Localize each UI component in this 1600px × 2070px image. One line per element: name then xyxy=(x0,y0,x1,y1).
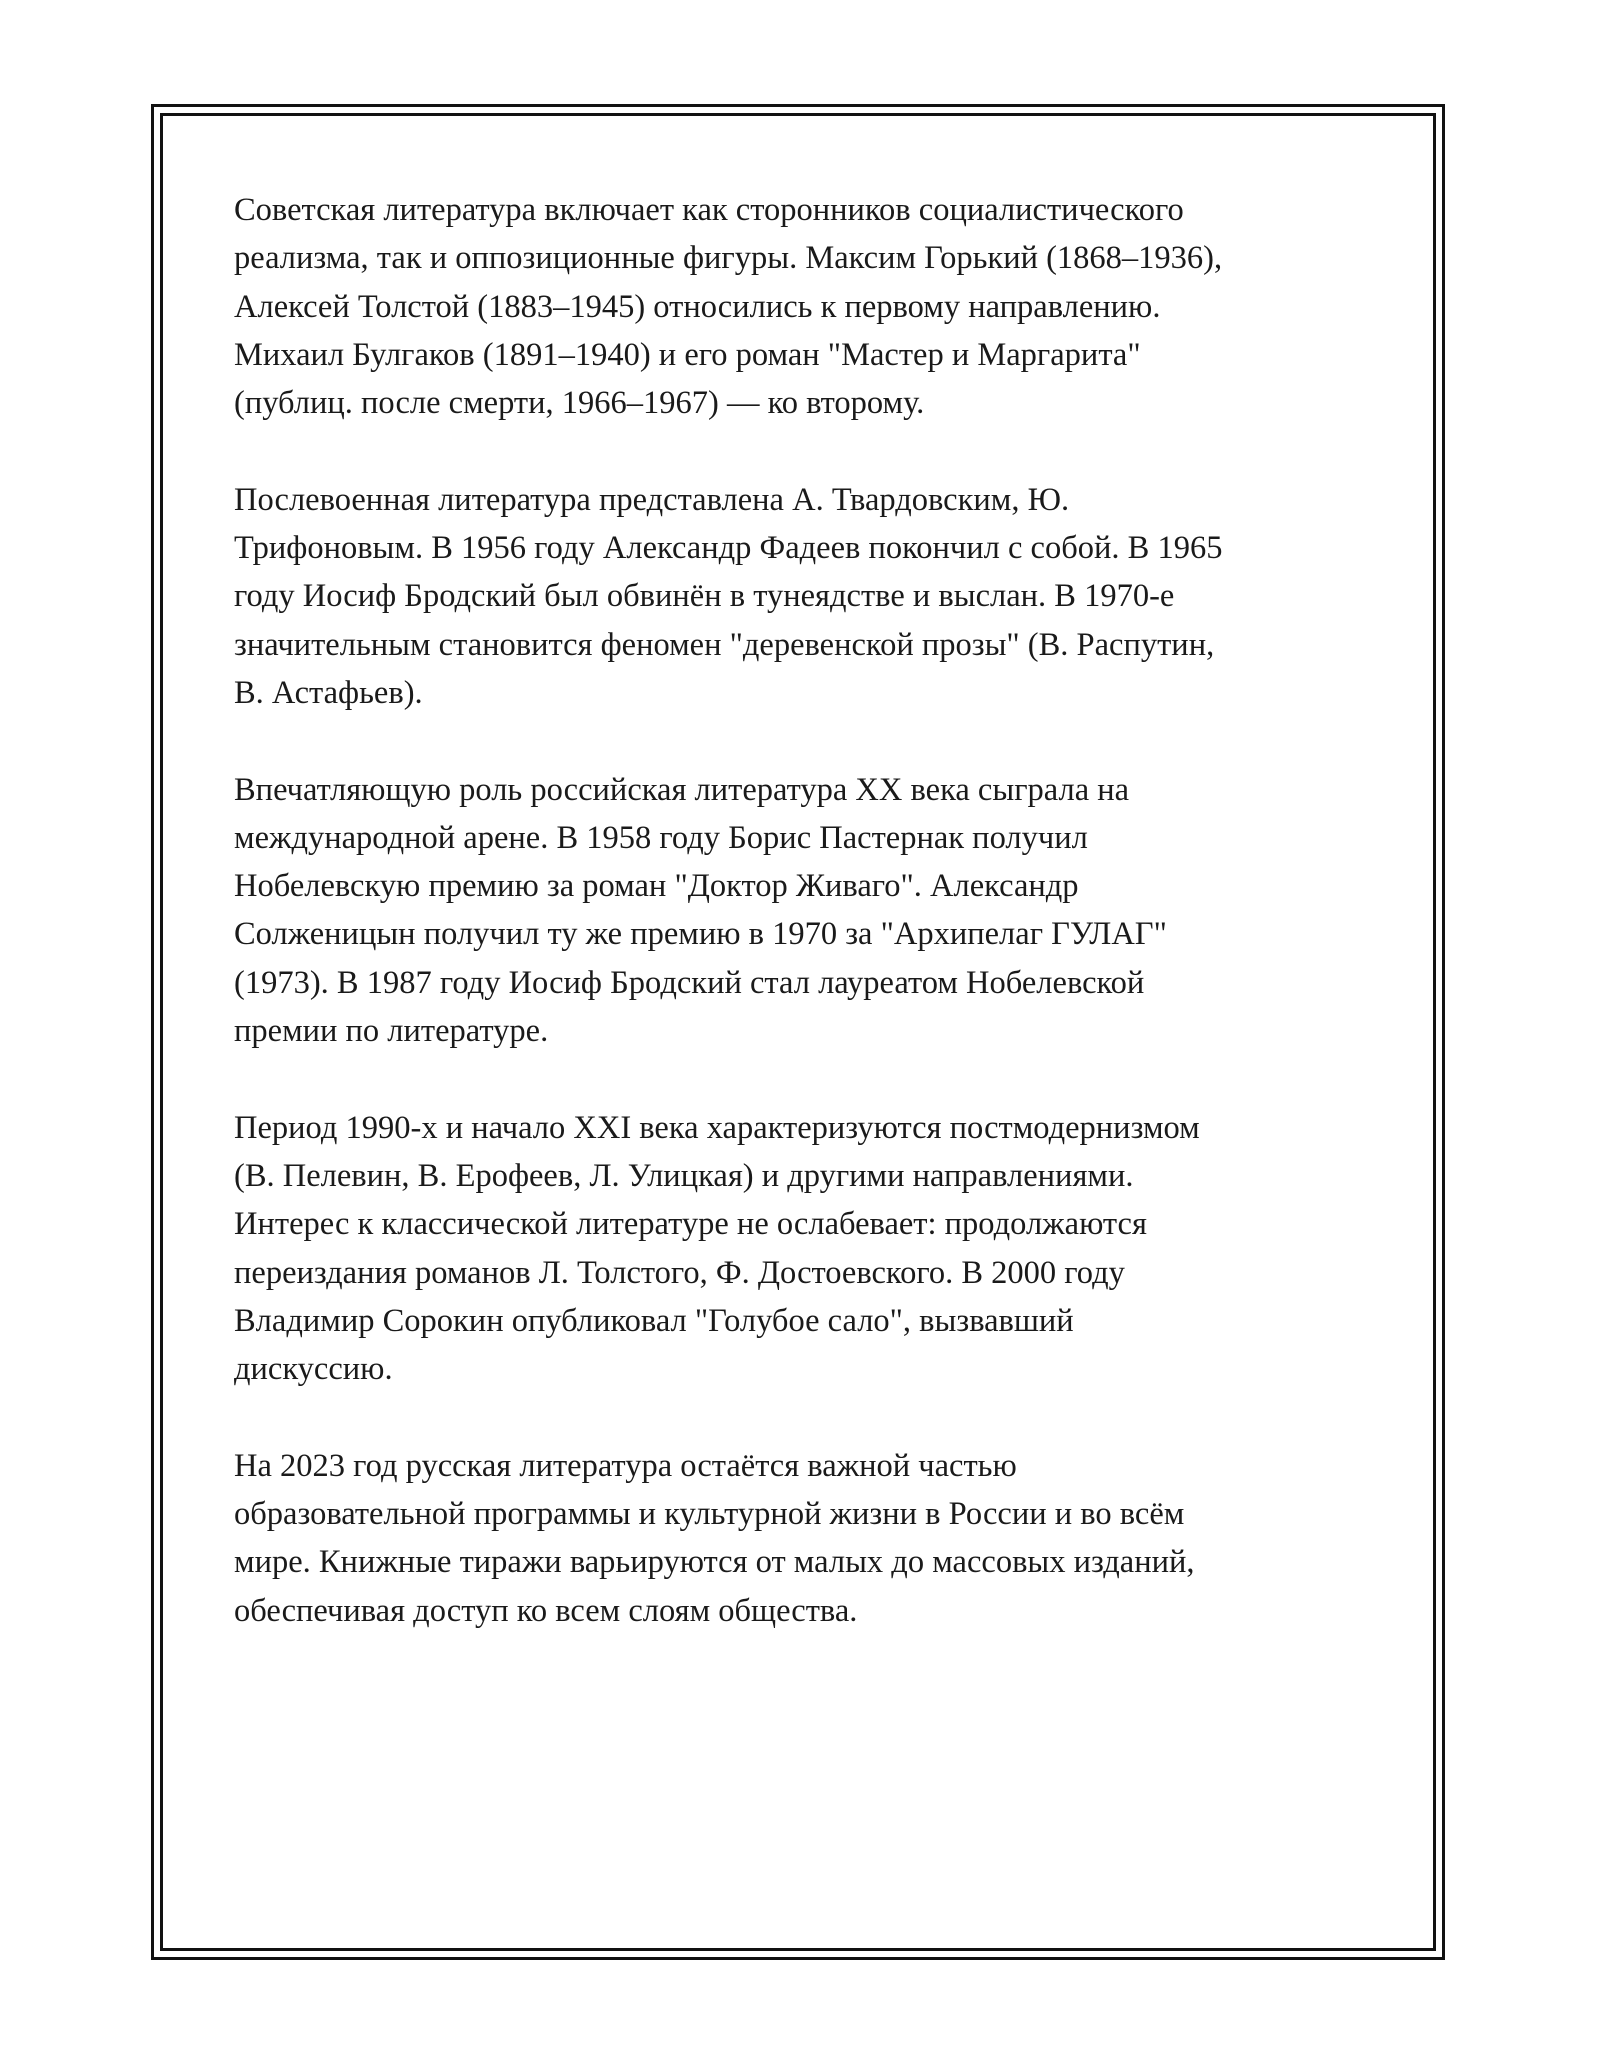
paragraph-international-role xyxy=(234,766,1374,1056)
text-line: дискуссию. xyxy=(234,1351,393,1388)
text-line: Период 1990-х и начало XXI века характеризуются постмодернизмом xyxy=(234,1109,1200,1146)
paragraph-postwar-literature xyxy=(234,476,1374,717)
text-line: (В. Пелевин, В. Ерофеев, Л. Улицкая) и другими направлениями. xyxy=(234,1157,1134,1194)
text-line: Послевоенная литература представлена А. Твардовским, Ю. xyxy=(234,481,1070,518)
text-line: году Иосиф Бродский был обвинён в тунеядстве и выслан. В 1970-е xyxy=(234,578,1175,615)
paragraph-soviet-literature xyxy=(234,186,1374,427)
text-line: обеспечивая доступ ко всем слоям общества. xyxy=(234,1592,858,1629)
text-line: мире. Книжные тиражи варьируются от малых до массовых изданий, xyxy=(234,1544,1195,1581)
text-line: международной арене. В 1958 году Борис Пастернак получил xyxy=(234,819,1088,856)
text-line: Впечатляющую роль российская литература XX века сыграла на xyxy=(234,771,1130,808)
paragraph-2023-status xyxy=(234,1442,1374,1635)
text-line: В. Астафьев). xyxy=(234,674,423,711)
text-line: переиздания романов Л. Толстого, Ф. Достоевского. В 2000 году xyxy=(234,1254,1125,1291)
text-line: значительным становится феномен "деревенской прозы" (В. Распутин, xyxy=(234,626,1215,663)
text-line: Алексей Толстой (1883–1945) относились к первому направлению. xyxy=(234,288,1161,325)
paragraph-1990s-2000s xyxy=(234,1104,1374,1394)
text-line: Интерес к классической литературе не ослабевает: продолжаются xyxy=(234,1206,1147,1243)
text-line: Михаил Булгаков (1891–1940) и его роман "Мастер и Маргарита" xyxy=(234,336,1141,373)
text-line: (публиц. после смерти, 1966–1967) — ко второму. xyxy=(234,385,925,422)
text-line: На 2023 год русская литература остаётся важной частью xyxy=(234,1447,1017,1484)
document-body xyxy=(234,186,1374,1683)
text-line: Советская литература включает как сторонников социалистического xyxy=(234,192,1184,228)
text-line: Солженицын получил ту же премию в 1970 за "Архипелаг ГУЛАГ" xyxy=(234,916,1167,953)
text-line: образовательной программы и культурной жизни в России и во всём xyxy=(234,1496,1185,1533)
text-line: (1973). В 1987 году Иосиф Бродский стал лауреатом Нобелевской xyxy=(234,964,1145,1001)
text-line: премии по литературе. xyxy=(234,1013,549,1050)
text-line: Трифоновым. В 1956 году Александр Фадеев покончил с собой. В 1965 xyxy=(234,530,1223,567)
text-line: реализма, так и оппозиционные фигуры. Максим Горький (1868–1936), xyxy=(234,240,1223,277)
text-line: Владимир Сорокин опубликовал "Голубое сало", вызвавший xyxy=(234,1302,1074,1339)
text-line: Нобелевскую премию за роман "Доктор Живаго". Александр xyxy=(234,868,1079,905)
